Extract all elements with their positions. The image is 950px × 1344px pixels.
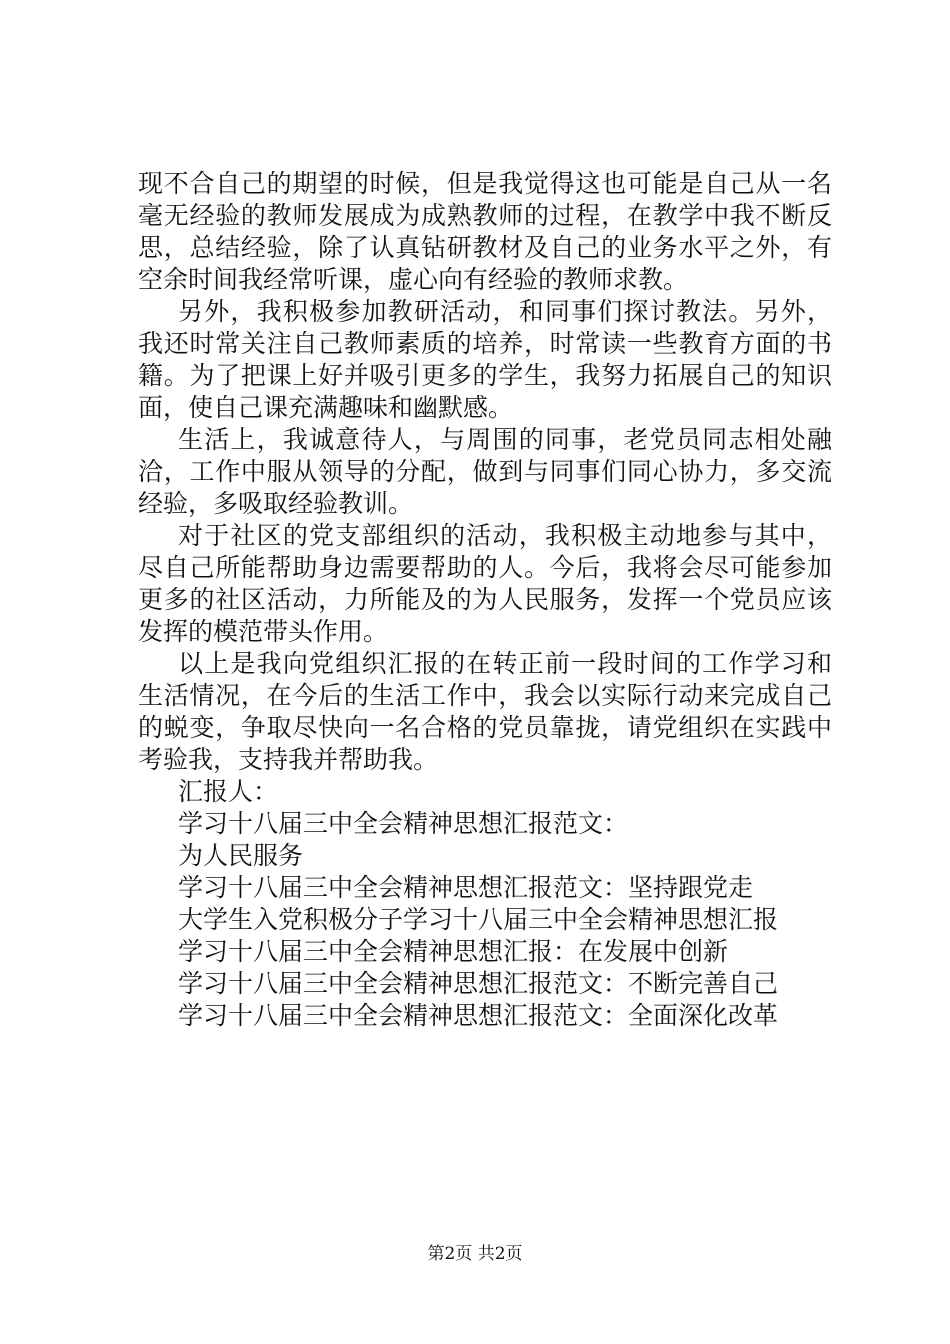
text-line: 生活上，我诚意待人，与周围的同事，老党员同志相处融 — [178, 425, 832, 454]
text-line: 的蜕变，争取尽快向一名合格的党员靠拢，请党组织在实践中 — [138, 713, 832, 742]
text-line: 毫无经验的教师发展成为成熟教师的过程，在教学中我不断反 — [138, 201, 832, 230]
text-line: 洽，工作中服从领导的分配，做到与同事们同心协力，多交流 — [138, 457, 832, 486]
text-line: 发挥的模范带头作用。 — [138, 617, 389, 646]
text-line: 空余时间我经常听课，虚心向有经验的教师求教。 — [138, 265, 689, 294]
text-line: 思，总结经验，除了认真钻研教材及自己的业务水平之外，有 — [138, 233, 832, 262]
related-title: 学习十八届三中全会精神思想汇报范文：坚持跟党走 — [178, 873, 754, 902]
paragraph-conclusion — [138, 648, 832, 776]
document-body — [138, 168, 832, 1032]
paragraph-life — [138, 424, 832, 520]
text-line: 对于社区的党支部组织的活动，我积极主动地参与其中， — [178, 521, 832, 550]
text-line: 我还时常关注自己教师素质的培养，时常读一些教育方面的书 — [138, 329, 832, 358]
related-title: 学习十八届三中全会精神思想汇报范文：全面深化改革 — [178, 1001, 779, 1030]
text-line: 现不合自己的期望的时候，但是我觉得这也可能是自己从一名 — [138, 169, 832, 198]
paragraph-community — [138, 520, 832, 648]
related-title: 学习十八届三中全会精神思想汇报：在发展中创新 — [178, 937, 729, 966]
text-line: 面，使自己课充满趣味和幽默感。 — [138, 393, 514, 422]
reporter-label: 汇报人： — [178, 777, 279, 806]
related-title: 大学生入党积极分子学习十八届三中全会精神思想汇报 — [178, 905, 779, 934]
text-line: 生活情况，在今后的生活工作中，我会以实际行动来完成自己 — [138, 681, 832, 710]
text-line: 尽自己所能帮助身边需要帮助的人。今后，我将会尽可能参加 — [138, 553, 832, 582]
related-titles-list — [138, 776, 832, 1032]
text-line: 经验，多吸取经验教训。 — [138, 489, 414, 518]
page-footer — [0, 1243, 950, 1265]
related-title: 为人民服务 — [178, 841, 304, 870]
related-title: 学习十八届三中全会精神思想汇报范文：不断完善自己 — [178, 969, 779, 998]
related-title: 学习十八届三中全会精神思想汇报范文： — [178, 809, 629, 838]
paragraph-continuation — [138, 168, 832, 296]
text-line: 另外，我积极参加教研活动，和同事们探讨教法。另外， — [178, 297, 832, 326]
text-line: 更多的社区活动，力所能及的为人民服务，发挥一个党员应该 — [138, 585, 832, 614]
text-line: 考验我，支持我并帮助我。 — [138, 745, 439, 774]
text-line: 以上是我向党组织汇报的在转正前一段时间的工作学习和 — [178, 649, 832, 678]
text-line: 籍。为了把课上好并吸引更多的学生，我努力拓展自己的知识 — [138, 361, 832, 390]
page-number: 第2页 共2页 — [427, 1244, 523, 1264]
paragraph-teaching-research — [138, 296, 832, 424]
